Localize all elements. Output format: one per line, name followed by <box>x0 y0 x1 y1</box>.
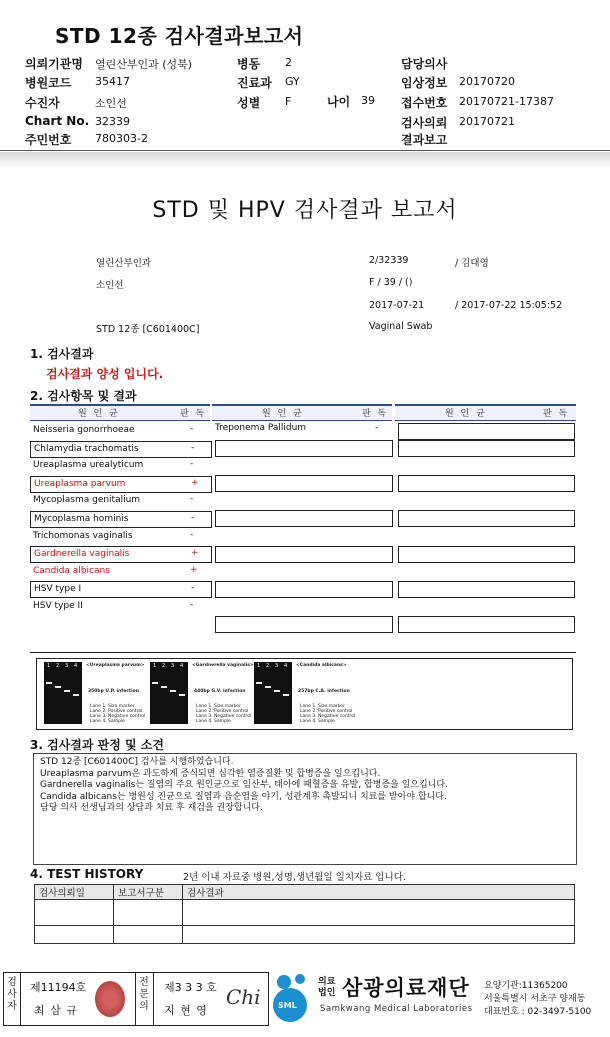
table-row <box>30 458 210 473</box>
header-label: 접수번호 <box>401 96 448 110</box>
history-col-result: 검사결과 <box>183 885 575 900</box>
organism-name: Ureaplasma parvum <box>34 478 126 489</box>
lane-number: 4 <box>180 663 184 669</box>
hospital-name: 열린산부인과 <box>96 258 152 269</box>
gel-band-label: 257bp C.A. infection <box>298 689 350 694</box>
history-col-date: 검사의뢰일 <box>35 885 114 900</box>
empty-result-box <box>215 616 393 633</box>
inspector-license: 제11194호 <box>30 981 87 994</box>
table-row <box>30 529 210 544</box>
header-label: Chart No. <box>25 114 90 128</box>
empty-result-box <box>215 546 393 563</box>
date-received: 2017-07-21 <box>369 300 425 311</box>
gel-photo <box>44 662 82 724</box>
col-header-1 <box>30 404 210 421</box>
col-header-3 <box>395 404 576 421</box>
history-row <box>35 926 575 944</box>
history-row <box>35 900 575 926</box>
gel-photo <box>150 662 188 724</box>
dna-band <box>161 686 167 688</box>
empty-result-box <box>398 423 575 440</box>
treponema-name: Treponema Pallidum <box>215 423 307 433</box>
report-title: STD 12종 검사결과보고서 <box>55 24 304 48</box>
header-value: 2 <box>285 56 292 69</box>
table-row <box>30 599 210 614</box>
history-table <box>34 884 575 944</box>
header-label: 담당의사 <box>401 57 448 71</box>
header-label: 병동 <box>237 57 261 71</box>
header-divider <box>0 150 610 151</box>
organism-result: - <box>190 459 194 470</box>
header-value: 32339 <box>95 115 130 128</box>
history-col-type: 보고서구분 <box>114 885 183 900</box>
lane-number: 1 <box>257 663 261 669</box>
age-label: 나이 <box>327 95 351 109</box>
header-value: 열린산부인과 (성북) <box>95 58 193 71</box>
gel-legend-line: Lane 1. Size marker <box>90 704 135 709</box>
header-label: 임상정보 <box>401 76 448 90</box>
organism-result: - <box>190 424 194 434</box>
header-value: 20170721 <box>459 115 515 128</box>
empty-result-box <box>398 510 575 527</box>
lane-number: 4 <box>284 663 288 669</box>
history-header-row <box>35 885 575 900</box>
lane-number: 1 <box>47 663 51 669</box>
org-english-name: Samkwang Medical Laboratories <box>320 1004 473 1014</box>
gel-band-label: 440bp G.V. infection <box>194 689 246 694</box>
organism-result: - <box>191 513 195 523</box>
logo-dot-icon <box>277 975 291 989</box>
inspector-seal <box>95 981 125 1017</box>
gel-legend-line: Lane 2. Positive control <box>300 709 353 714</box>
col-header-organism: 원 인 균 <box>445 409 487 419</box>
organism-name: HSV type I <box>34 584 82 595</box>
col-header-result: 판 독 <box>543 409 570 419</box>
org-address: 서울특별시 서초구 양재동 <box>484 994 586 1004</box>
table-row <box>30 511 212 528</box>
organism-name: HSV type II <box>33 601 83 611</box>
sml-logo-icon <box>270 972 316 1024</box>
organism-result: + <box>190 564 198 575</box>
gel-legend-line: Lane 4. Sample <box>196 719 231 724</box>
org-phone: 대표번호 : 02-3497-5100 <box>484 1007 592 1017</box>
gel-legend-line: Lane 3. Negative control <box>300 714 356 719</box>
header-label: 결과보고 <box>401 133 448 147</box>
table-row <box>30 581 212 598</box>
header-label: 병원코드 <box>25 76 72 90</box>
dna-band <box>73 694 79 696</box>
inspector-label: 검사자 <box>7 977 17 1012</box>
organism-name: Trichomonas vaginalis <box>33 530 133 541</box>
gel-legend-line: Lane 2. Positive control <box>90 709 143 714</box>
sex-age: F / 39 / () <box>369 277 413 288</box>
ward-chart: 2/32339 <box>369 255 409 266</box>
gel-legend-line: Lane 3. Negative control <box>196 714 252 719</box>
organism-name: Candida albicans <box>33 565 110 576</box>
empty-result-box <box>215 475 393 492</box>
dna-band <box>152 682 158 684</box>
header-value: 780303-2 <box>95 132 148 145</box>
age-value: 39 <box>361 94 375 107</box>
empty-result-box <box>215 440 393 457</box>
organism-name: Mycoplasma hominis <box>34 514 129 524</box>
header-value: GY <box>285 75 300 88</box>
gel-top-rule <box>30 652 576 653</box>
opinion-line: Ureaplasma parvum은 과도하게 증식되면 심각한 염증질환 및 합병증을 일으킵니다. <box>40 768 381 779</box>
gel-title: <Ureaplasma parvum> <box>86 663 145 668</box>
dna-band <box>265 686 271 688</box>
dna-band <box>256 682 262 684</box>
specimen: Vaginal Swab <box>369 321 433 332</box>
col-header-2 <box>212 404 392 421</box>
patient-name: 소인선 <box>96 280 124 291</box>
table-row <box>30 423 210 438</box>
organism-name: Chlamydia trachomatis <box>34 443 139 454</box>
empty-result-box <box>398 475 575 492</box>
section-4-heading: 4. TEST HISTORY <box>30 867 144 881</box>
dna-band <box>64 690 70 692</box>
lane-number: 3 <box>171 663 175 669</box>
header-label: 수진자 <box>25 96 60 110</box>
lane-number: 4 <box>74 663 78 669</box>
col-header-result: 판 독 <box>180 409 207 419</box>
col-header-organism: 원 인 균 <box>262 409 304 419</box>
opinion-box <box>33 753 577 865</box>
specialist-signature: Chi <box>226 985 261 1009</box>
gel-photo <box>254 662 292 724</box>
table-row <box>30 476 212 493</box>
specialist-name: 지 현 영 <box>164 1004 208 1017</box>
header-label: 진료과 <box>237 76 272 90</box>
organism-result: - <box>191 442 195 453</box>
empty-result-box <box>215 581 393 598</box>
opinion-line: Candida albicans는 병원성 진균으로 질염과 음순염을 야기, 성관계후 촉발되니 치료를 받아야 합니다. <box>40 791 447 802</box>
section-3-heading: 3. 검사결과 판정 및 소견 <box>30 738 164 752</box>
gel-title: <Candida albicans> <box>296 663 347 668</box>
gel-legend-line: Lane 1. Size marker <box>300 704 345 709</box>
header-shade <box>0 152 610 168</box>
header-label: 성별 <box>237 96 261 110</box>
gel-title: <Gardnerella vaginalis> <box>192 663 254 668</box>
section-1-heading: 1. 검사결과 <box>30 347 94 361</box>
organism-name: Mycoplasma genitalium <box>33 495 141 506</box>
col-header-organism: 원 인 균 <box>78 409 120 419</box>
dna-band <box>274 690 280 692</box>
gel-legend-line: Lane 4. Sample <box>90 719 125 724</box>
opinion-line: 담당 의사 선생님과의 상담과 치료 후 재검을 권장합니다. <box>40 803 263 813</box>
dna-band <box>179 694 185 696</box>
gel-legend-line: Lane 1. Size marker <box>196 704 241 709</box>
gel-legend-line: Lane 2. Positive control <box>196 709 249 714</box>
doctor-name: / 김대영 <box>455 258 489 269</box>
gel-legend-line: Lane 3. Negative control <box>90 714 146 719</box>
document-title: STD 및 HPV 검사결과 보고서 <box>152 198 458 223</box>
history-note: 2년 이내 자료중 병원,성명,생년월일 일치자료 입니다. <box>183 872 406 883</box>
lane-number: 2 <box>56 663 60 669</box>
organism-result: - <box>190 494 194 505</box>
lane-number: 3 <box>65 663 69 669</box>
dna-band <box>55 686 61 688</box>
specialist-label: 전문의 <box>139 977 149 1012</box>
gel-band-label: 350bp U.P. infection <box>88 689 139 694</box>
logo-badge: SML <box>278 1001 297 1010</box>
org-name: 삼광의료재단 <box>342 976 470 1000</box>
dna-band <box>283 694 289 696</box>
signature-block <box>3 972 269 1026</box>
col-header-result: 판 독 <box>362 409 389 419</box>
empty-result-box <box>398 546 575 563</box>
lane-number: 1 <box>153 663 157 669</box>
empty-result-box <box>398 616 575 633</box>
opinion-line: Gardnerella vaginalis는 질염의 주요 원인균으로 임산부, 태아에 패혈증을 유발, 합병증을 일으킵니다. <box>40 780 448 790</box>
organism-result: + <box>191 477 199 488</box>
org-code: 요양기관:11365200 <box>484 981 568 991</box>
table-row <box>30 564 210 579</box>
lane-number: 2 <box>162 663 166 669</box>
header-value: 35417 <box>95 75 130 88</box>
header-value: F <box>285 95 292 108</box>
test-name: STD 12종 [C601400C] <box>96 324 200 335</box>
table-row <box>30 493 210 508</box>
lane-number: 3 <box>275 663 279 669</box>
opinion-line: STD 12종 [C601400C] 검사를 시행하였습니다. <box>40 757 234 767</box>
logo-dot-icon <box>295 974 305 984</box>
org-prefix: 의료법인 <box>318 977 336 998</box>
gel-legend-line: Lane 4. Sample <box>300 719 335 724</box>
header-value: 소인선 <box>95 97 127 110</box>
date-reported: / 2017-07-22 15:05:52 <box>455 300 563 311</box>
specialist-license: 제3 3 3 호 <box>164 981 217 994</box>
empty-result-box <box>215 510 393 527</box>
empty-result-box <box>398 440 575 457</box>
header-label: 주민번호 <box>25 133 72 147</box>
table-row <box>30 546 212 563</box>
treponema-result: - <box>375 423 379 433</box>
header-label: 의뢰기관명 <box>25 57 83 71</box>
organism-result: - <box>191 583 195 594</box>
section-2-heading: 2. 검사항목 및 결과 <box>30 389 137 403</box>
empty-result-box <box>398 581 575 598</box>
lane-number: 2 <box>266 663 270 669</box>
inspector-name: 최 삼 규 <box>34 1004 78 1017</box>
dna-band <box>46 682 52 684</box>
header-label: 검사의뢰 <box>401 116 448 130</box>
organism-name: Neisseria gonorrhoeae <box>33 425 135 435</box>
header-value: 20170721-17387 <box>459 95 554 108</box>
dna-band <box>170 690 176 692</box>
organism-name: Gardnerella vaginalis <box>34 549 130 560</box>
header-value: 20170720 <box>459 75 515 88</box>
result-summary: 검사결과 양성 입니다. <box>46 367 164 381</box>
organism-result: - <box>190 600 194 610</box>
organism-result: + <box>191 548 199 559</box>
organism-result: - <box>190 529 194 540</box>
organism-name: Ureaplasma urealyticum <box>33 460 144 471</box>
table-row <box>30 441 212 458</box>
